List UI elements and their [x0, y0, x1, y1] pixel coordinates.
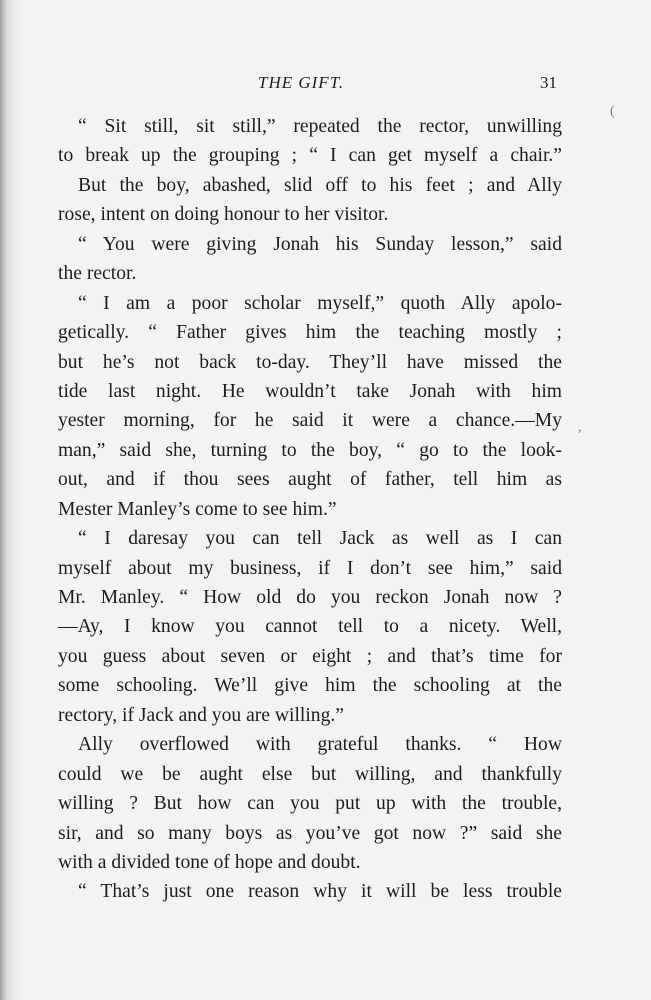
text-line: But the boy, abashed, slid off to his feet ; and Ally	[78, 174, 562, 196]
text-line: you guess about seven or eight ; and that’s time for	[58, 645, 562, 667]
text-line: the rector.	[58, 263, 137, 285]
text-line: out, and if thou sees aught of father, tell him as	[58, 469, 562, 491]
text-line: Mr. Manley. “ How old do you reckon Jonah now ?	[58, 587, 562, 608]
margin-speck: (	[610, 104, 615, 119]
text-line: sir, and so many boys as you’ve got now ?” said she	[58, 822, 562, 844]
text-line: “ I am a poor scholar myself,” quoth Ally apolo-	[78, 292, 562, 314]
text-line: man,” said she, turning to the boy, “ go to the look-	[58, 439, 562, 461]
text-line: rose, intent on doing honour to her visitor.	[58, 204, 389, 226]
text-line: to break up the grouping ; “ I can get myself a chair.”	[58, 145, 562, 167]
text-line: Ally overflowed with grateful thanks. “ How	[78, 734, 562, 756]
body-text	[58, 112, 562, 907]
text-line: “ Sit still, sit still,” repeated the rector, unwilling	[78, 116, 562, 137]
page-number: 31	[540, 73, 557, 92]
text-line: yester morning, for he said it were a chance.—My	[58, 410, 562, 432]
text-line: some schooling. We’ll give him the schooling at the	[58, 675, 562, 697]
text-line: “ You were giving Jonah his Sunday lesson,” said	[78, 233, 562, 255]
page-header	[0, 73, 651, 101]
text-line: but he’s not back to-day. They’ll have missed the	[58, 351, 562, 373]
text-line: myself about my business, if I don’t see him,” said	[58, 557, 562, 579]
text-line: “ I daresay you can tell Jack as well as I can	[78, 528, 562, 550]
text-line: tide last night. He wouldn’t take Jonah with him	[58, 380, 562, 402]
margin-speck: ,	[578, 420, 582, 435]
text-line: could we be aught else but willing, and thankfully	[58, 763, 562, 785]
text-line: rectory, if Jack and you are willing.”	[58, 704, 344, 726]
text-line: Mester Manley’s come to see him.”	[58, 498, 337, 520]
text-line: getically. “ Father gives him the teaching mostly ;	[58, 322, 562, 344]
text-line: willing ? But how can you put up with the trouble,	[58, 793, 562, 815]
text-line: “ That’s just one reason why it will be less trouble	[78, 881, 562, 903]
text-line: —Ay, I know you cannot tell to a nicety. Well,	[58, 616, 562, 638]
running-title: THE GIFT.	[258, 73, 345, 92]
text-line: with a divided tone of hope and doubt.	[58, 851, 361, 873]
